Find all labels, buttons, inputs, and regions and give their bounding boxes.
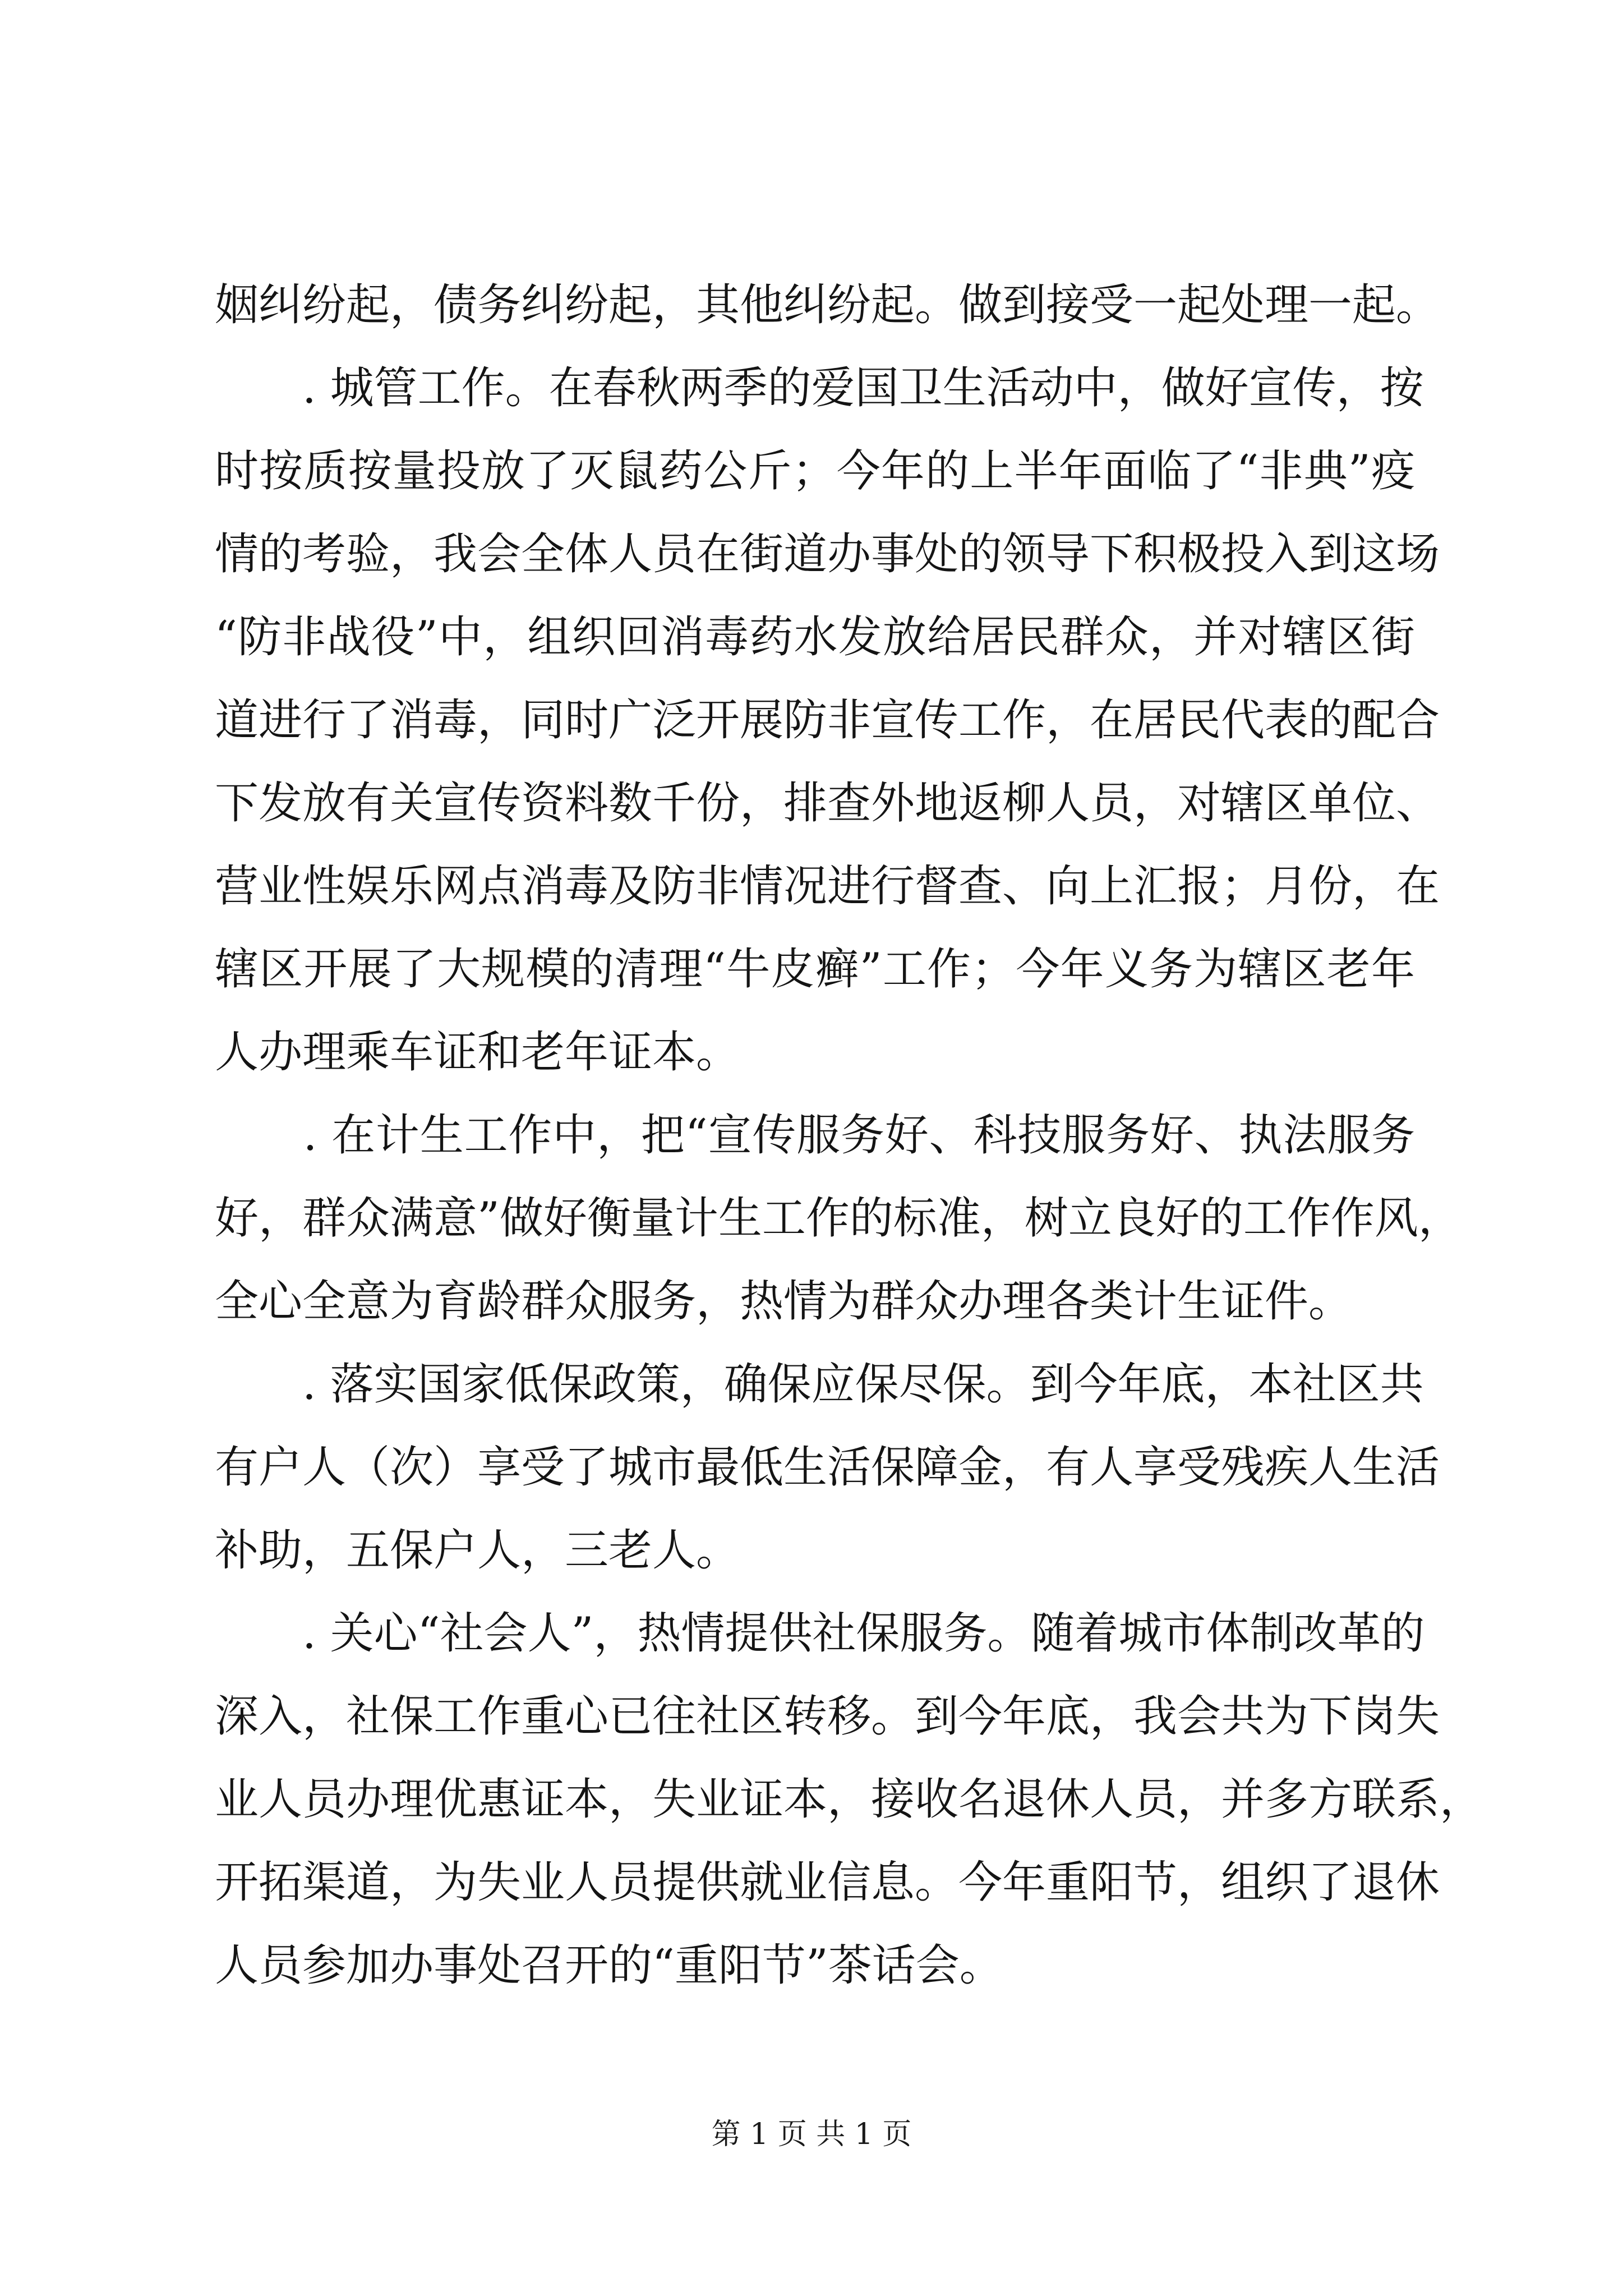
text-line: 深入，社保工作重心已往社区转移。到今年底，我会共为下岗失 — [215, 1691, 1440, 1742]
text-line: 姻纠纷起，债务纠纷起，其他纠纷起。做到接受一起处理一起。 — [215, 280, 1440, 330]
text-line: 时按质按量投放了灭鼠药公斤；今年的上半年面临了“非典”疫 — [215, 446, 1415, 496]
text-line: 业人员办理优惠证本，失业证本，接收名退休人员，并多方联系， — [215, 1774, 1484, 1825]
page-footer — [0, 2115, 1623, 2154]
text-line: 人员参加办事处召开的“重阳节”茶话会。 — [215, 1940, 1003, 1991]
text-line: . 关心“社会人”，热情提供社保服务。随着城市体制改革的 — [215, 1608, 1425, 1659]
text-line: 道进行了消毒，同时广泛开展防非宣传工作，在居民代表的配合 — [215, 695, 1440, 746]
text-line: 辖区开展了大规模的清理“牛皮癣”工作；今年义务为辖区老年 — [215, 944, 1415, 995]
text-line: “防非战役”中，组织回消毒药水发放给居民群众，并对辖区街 — [215, 612, 1415, 662]
text-line: 开拓渠道，为失业人员提供就业信息。今年重阳节，组织了退休 — [215, 1857, 1440, 1908]
text-line: 补助，五保户人，三老人。 — [215, 1525, 740, 1576]
text-line: 有户人（次）享受了城市最低生活保障金，有人享受残疾人生活 — [215, 1442, 1440, 1493]
text-line: . 在计生工作中，把“宣传服务好、科技服务好、执法服务 — [215, 1110, 1415, 1161]
text-line: 全心全意为育龄群众服务，热情为群众办理各类计生证件。 — [215, 1276, 1353, 1327]
text-line: . 落实国家低保政策，确保应保尽保。到今年底，本社区共 — [215, 1359, 1424, 1410]
text-line: 下发放有关宣传资料数千份，排查外地返柳人员，对辖区单位、 — [215, 778, 1440, 829]
text-line: 营业性娱乐网点消毒及防非情况进行督查、向上汇报；月份，在 — [215, 861, 1440, 912]
page-number-label: 第 1 页 共 1 页 — [711, 2118, 912, 2151]
text-line: 好，群众满意”做好衡量计生工作的标准，树立良好的工作作风， — [215, 1193, 1462, 1244]
document-body — [215, 264, 1484, 2007]
text-line: 人办理乘车证和老年证本。 — [215, 1027, 740, 1078]
text-line: 情的考验，我会全体人员在街道办事处的领导下积极投入到这场 — [215, 529, 1440, 579]
text-line: . 城管工作。在春秋两季的爱国卫生活动中，做好宣传，按 — [215, 363, 1424, 413]
